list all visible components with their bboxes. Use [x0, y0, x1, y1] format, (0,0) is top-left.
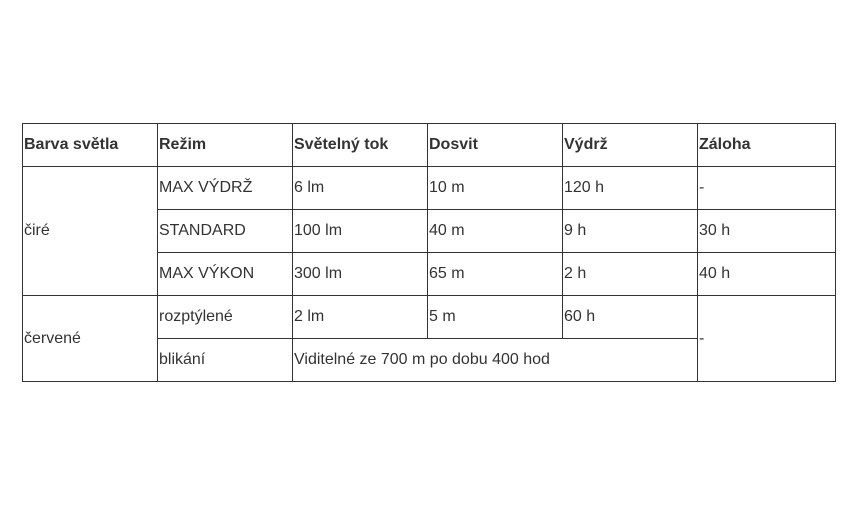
- flux-cell: 300 lm: [293, 253, 428, 296]
- range-cell: 65 m: [428, 253, 563, 296]
- mode-cell: blikání: [158, 339, 293, 382]
- backup-cell: -: [698, 296, 836, 382]
- header-row: [23, 124, 836, 167]
- range-cell: 10 m: [428, 167, 563, 210]
- table-row: [23, 167, 836, 210]
- endurance-cell: 60 h: [563, 296, 698, 339]
- flux-cell: 6 lm: [293, 167, 428, 210]
- header-backup: Záloha: [698, 124, 836, 167]
- light-specs-table: [22, 123, 836, 382]
- flux-cell: 100 lm: [293, 210, 428, 253]
- light-color-cell: červené: [23, 296, 158, 382]
- endurance-cell: 120 h: [563, 167, 698, 210]
- header-endurance: Výdrž: [563, 124, 698, 167]
- endurance-cell: 9 h: [563, 210, 698, 253]
- flux-cell: 2 lm: [293, 296, 428, 339]
- header-mode: Režim: [158, 124, 293, 167]
- mode-cell: STANDARD: [158, 210, 293, 253]
- table-body: [23, 167, 836, 382]
- visibility-note-cell: Viditelné ze 700 m po dobu 400 hod: [293, 339, 698, 382]
- header-luminous-flux: Světelný tok: [293, 124, 428, 167]
- header-light-color: Barva světla: [23, 124, 158, 167]
- header-range: Dosvit: [428, 124, 563, 167]
- range-cell: 5 m: [428, 296, 563, 339]
- mode-cell: MAX VÝDRŽ: [158, 167, 293, 210]
- range-cell: 40 m: [428, 210, 563, 253]
- table-header: [23, 124, 836, 167]
- backup-cell: 40 h: [698, 253, 836, 296]
- mode-cell: rozptýlené: [158, 296, 293, 339]
- table-row: [23, 296, 836, 339]
- light-color-cell: čiré: [23, 167, 158, 296]
- backup-cell: 30 h: [698, 210, 836, 253]
- endurance-cell: 2 h: [563, 253, 698, 296]
- mode-cell: MAX VÝKON: [158, 253, 293, 296]
- backup-cell: -: [698, 167, 836, 210]
